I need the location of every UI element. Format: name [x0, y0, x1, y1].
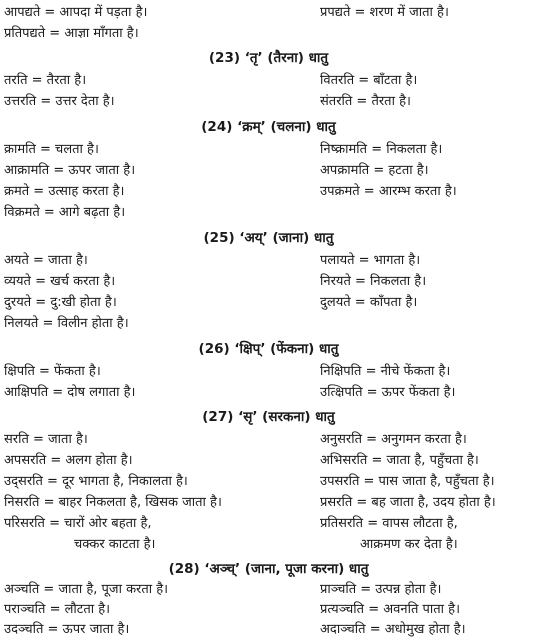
entry-row [0, 492, 537, 514]
entry-right: वितरति = बाँटता है। [320, 73, 418, 88]
entry-left: तरति = तैरता है। [4, 73, 87, 88]
entry-left: उत्तरति = उत्तर देता है। [4, 94, 115, 109]
entry-row [0, 513, 537, 535]
entry-right: अनुसरति = अनुगमन करता है। [320, 432, 467, 447]
top-row [0, 23, 537, 45]
entry-left: निलयते = विलीन होता है। [4, 316, 129, 331]
entry-right: अभिसरति = जाता है, पहुँचता है। [320, 453, 479, 468]
entry-left: पराञ्चति = लौटता है। [4, 602, 111, 617]
entry-row [0, 382, 537, 404]
entry-row [0, 202, 537, 224]
entry-right: अपक्रामति = हटता है। [320, 163, 429, 178]
entry-right: निष्क्रामति = निकलता है। [320, 142, 443, 157]
section-heading: (24) ‘क्रम्’ (चलना) धातु [201, 119, 336, 135]
entry-left-continuation: चक्कर काटता है। [74, 537, 156, 552]
entry-left: दुरयते = दु:खी होता है। [4, 295, 117, 310]
entry-row [0, 70, 537, 92]
entry-right: प्रतिसरति = वापस लौटता है, [320, 516, 458, 531]
entry-row [0, 313, 537, 335]
entry-left: आक्षिपति = दोष लगाता है। [4, 385, 136, 400]
entry-left: अयते = जाता है। [4, 253, 88, 268]
entry-row [0, 619, 537, 641]
section-heading: (23) ‘तृ’ (तैरना) धातु [208, 50, 329, 66]
entry-row [0, 361, 537, 383]
entry-left: अपसरति = अलग होता है। [4, 453, 133, 468]
entry-left: प्रतिपद्यते = आज्ञा माँगता है। [4, 26, 139, 41]
entry-row [0, 450, 537, 472]
entry-right: उत्क्षिपति = ऊपर फेंकता है। [320, 385, 456, 400]
entry-row [0, 139, 537, 161]
entry-row [0, 579, 537, 601]
entry-left: परिसरति = चारों ओर बहता है, [4, 516, 152, 531]
entry-row [0, 292, 537, 314]
entry-right: निक्षिपति = नीचे फेंकता है। [320, 364, 451, 379]
entry-row [0, 160, 537, 182]
entry-left: निसरति = बाहर निकलता है, खिसक जाता है। [4, 495, 222, 510]
entry-left: उदञ्चति = ऊपर जाता है। [4, 622, 130, 637]
entry-left: क्रामति = चलता है। [4, 142, 99, 157]
entry-row [0, 271, 537, 293]
entry-row-continuation [0, 534, 537, 556]
entry-left: क्रमते = उत्साह करता है। [4, 184, 125, 199]
entry-left: आक्रामति = ऊपर जाता है। [4, 163, 136, 178]
entry-right: प्रत्यञ्चति = अवनति पाता है। [320, 602, 461, 617]
entry-right: प्रपद्यते = शरण में जाता है। [320, 5, 449, 20]
entry-left: आपद्यते = आपदा में पड़ता है। [4, 5, 148, 20]
entry-right: पलायते = भागता है। [320, 253, 421, 268]
top-row [0, 2, 537, 24]
entry-left: अञ्चति = जाता है, पूजा करता है। [4, 582, 169, 597]
entry-right: उपक्रमते = आरम्भ करता है। [320, 184, 457, 199]
section-heading: (26) ‘क्षिप्’ (फेंकना) धातु [198, 341, 339, 357]
entry-right-continuation: आक्रमण कर देता है। [360, 537, 458, 552]
entry-row [0, 91, 537, 113]
entry-left: उद्सरति = दूर भागता है, निकालता है। [4, 474, 188, 489]
entry-left: क्षिपति = फेंकता है। [4, 364, 101, 379]
entry-row [0, 250, 537, 272]
entry-left: सरति = जाता है। [4, 432, 88, 447]
section-heading: (28) ‘अञ्च्’ (जाना, पूजा करना) धातु [168, 561, 369, 577]
section-heading: (25) ‘अय्’ (जाना) धातु [203, 230, 334, 246]
entry-right: प्रसरति = बह जाता है, उदय होता है। [320, 495, 496, 510]
entry-row [0, 429, 537, 451]
section-heading: (27) ‘सृ’ (सरकना) धातु [202, 409, 335, 425]
entry-right: प्राञ्चति = उत्पन्न होता है। [320, 582, 442, 597]
entry-left: व्ययते = खर्च करता है। [4, 274, 116, 289]
entry-right: उपसरति = पास जाता है, पहुँचता है। [320, 474, 495, 489]
entry-right: अदाञ्चति = अधोमुख होता है। [320, 622, 466, 637]
entry-row [0, 599, 537, 621]
entry-right: संतरति = तैरता है। [320, 94, 411, 109]
entry-left: विक्रमते = आगे बढ़ता है। [4, 205, 126, 220]
entry-right: निरयते = निकलता है। [320, 274, 427, 289]
entry-row [0, 181, 537, 203]
entry-right: दुलयते = काँपता है। [320, 295, 418, 310]
entry-row [0, 471, 537, 493]
